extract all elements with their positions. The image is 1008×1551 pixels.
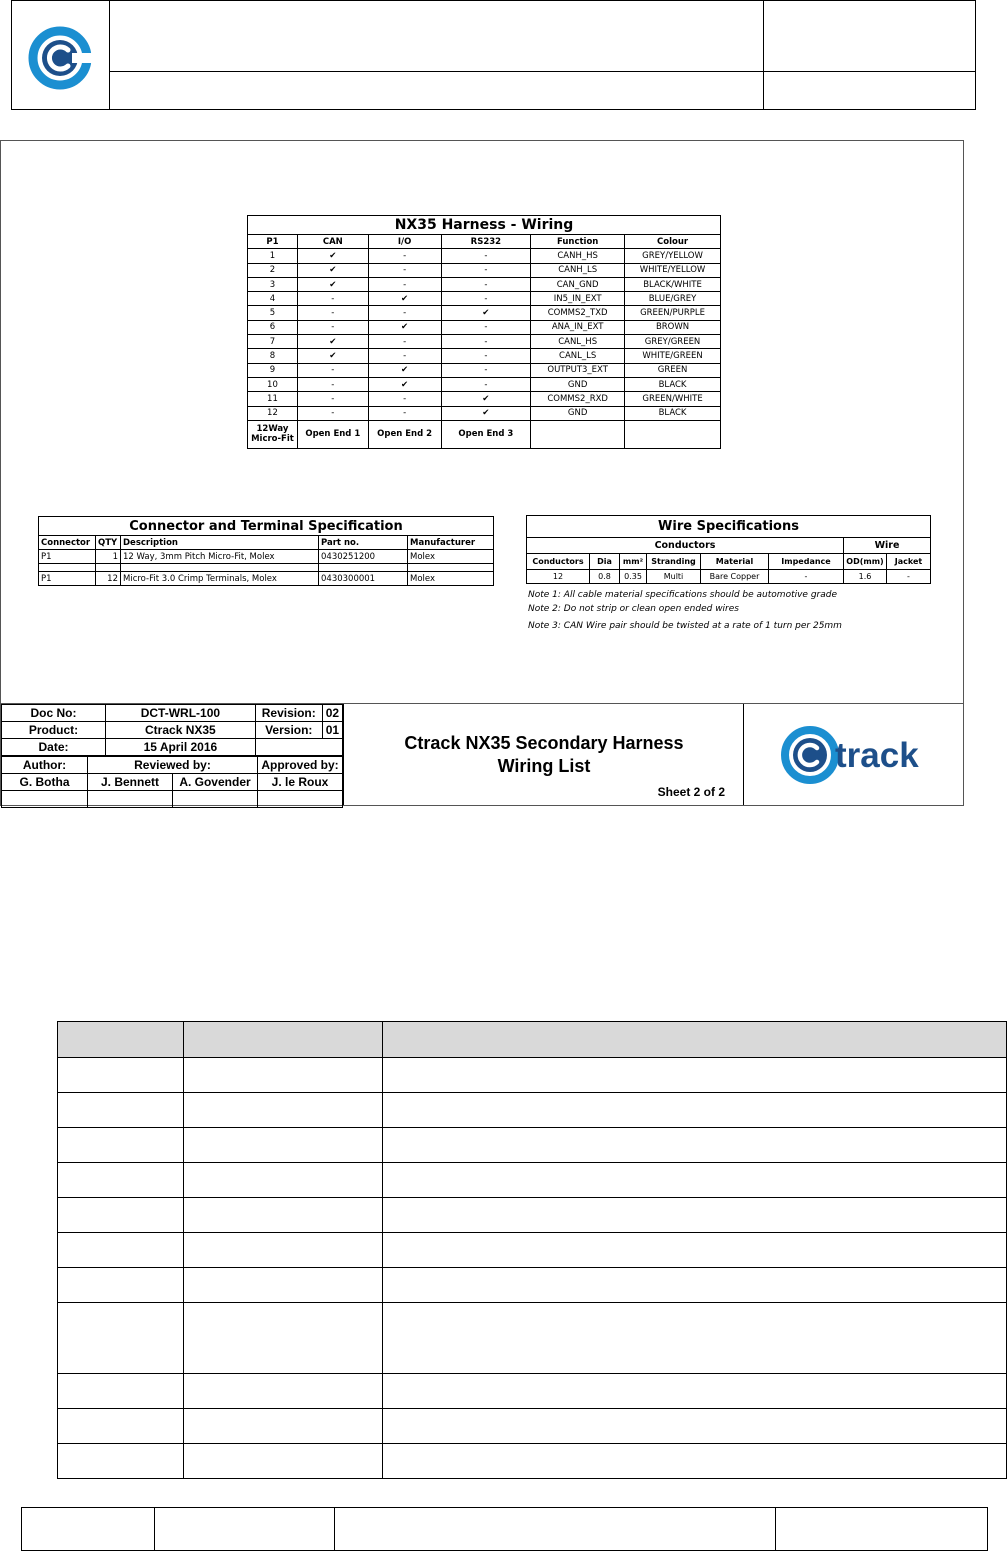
cell-p1: 6 bbox=[248, 320, 298, 334]
cell-p1: 3 bbox=[248, 277, 298, 291]
cell-p1: 8 bbox=[248, 349, 298, 363]
sheet-number: Sheet 2 of 2 bbox=[657, 785, 725, 799]
cell-colour: BROWN bbox=[625, 320, 721, 334]
table-row bbox=[39, 572, 494, 586]
open-end-2: Open End 2 bbox=[368, 420, 441, 448]
cell-qty: 12 bbox=[96, 572, 121, 586]
cell-io: - bbox=[368, 249, 441, 263]
cell-io: - bbox=[368, 392, 441, 406]
table-row bbox=[248, 292, 721, 306]
wire-spec-title: Wire Specifications bbox=[527, 516, 931, 538]
footer-cell bbox=[776, 1508, 988, 1551]
cell-p1: 4 bbox=[248, 292, 298, 306]
revision-label: Revision: bbox=[255, 705, 322, 722]
document-title bbox=[344, 732, 744, 778]
revision-value: 02 bbox=[322, 705, 342, 722]
cell-can: ✔ bbox=[297, 335, 368, 349]
footer-cell bbox=[155, 1508, 335, 1551]
product-value: Ctrack NX35 bbox=[106, 722, 256, 739]
signature-cell bbox=[2, 791, 88, 808]
cell-colour: WHITE/GREEN bbox=[625, 349, 721, 363]
cell-jacket: - bbox=[887, 570, 931, 584]
cell-can: ✔ bbox=[297, 277, 368, 291]
col-header-can: CAN bbox=[297, 235, 368, 249]
header-cell bbox=[58, 1022, 184, 1058]
cell-can: - bbox=[297, 406, 368, 420]
footer-empty-function bbox=[531, 420, 625, 448]
cell-rs232: - bbox=[441, 377, 531, 391]
col-header-rs232: RS232 bbox=[441, 235, 531, 249]
col-header-colour: Colour bbox=[625, 235, 721, 249]
cell-p1: 12 bbox=[248, 406, 298, 420]
cell-function: GND bbox=[531, 406, 625, 420]
table-row bbox=[248, 249, 721, 263]
table-row bbox=[248, 335, 721, 349]
cell-colour: GREY/YELLOW bbox=[625, 249, 721, 263]
cell-p1: 10 bbox=[248, 377, 298, 391]
cell-od: 1.6 bbox=[844, 570, 887, 584]
cell-description: 12 Way, 3mm Pitch Micro-Fit, Molex bbox=[121, 550, 319, 564]
cell-manufacturer: Molex bbox=[408, 550, 494, 564]
cell-io: ✔ bbox=[368, 292, 441, 306]
cell-can: ✔ bbox=[297, 249, 368, 263]
table-header-row bbox=[58, 1022, 1007, 1058]
cell-stranding: Multi bbox=[647, 570, 701, 584]
col-header-mm2: mm² bbox=[620, 554, 647, 570]
title-block-info bbox=[1, 704, 343, 805]
conductors-group-label: Conductors bbox=[527, 538, 844, 554]
reviewer-1-name: J. Bennett bbox=[88, 774, 173, 791]
cell-manufacturer: Molex bbox=[408, 572, 494, 586]
cell-colour: GREEN/PURPLE bbox=[625, 306, 721, 320]
col-header-impedance: Impedance bbox=[769, 554, 844, 570]
cell-function: GND bbox=[531, 377, 625, 391]
date-empty-cell bbox=[255, 739, 342, 756]
doc-no-value: DCT-WRL-100 bbox=[106, 705, 256, 722]
cell-p1: 9 bbox=[248, 363, 298, 377]
connector-spec-header-row bbox=[39, 536, 494, 550]
cell-io: ✔ bbox=[368, 377, 441, 391]
table-row bbox=[248, 406, 721, 420]
cell-description: Micro-Fit 3.0 Crimp Terminals, Molex bbox=[121, 572, 319, 586]
wire-spec-group-row bbox=[527, 538, 931, 554]
cell-rs232: - bbox=[441, 249, 531, 263]
cell-colour: BLUE/GREY bbox=[625, 292, 721, 306]
cell-can: - bbox=[297, 377, 368, 391]
cell-io: ✔ bbox=[368, 363, 441, 377]
cell-can: - bbox=[297, 292, 368, 306]
footer-cell bbox=[22, 1508, 155, 1551]
col-header-conductors: Conductors bbox=[527, 554, 590, 570]
table-row bbox=[248, 392, 721, 406]
cell-rs232: ✔ bbox=[441, 306, 531, 320]
document-title-line-1: Ctrack NX35 Secondary Harness bbox=[404, 733, 684, 753]
cell-p1: 7 bbox=[248, 335, 298, 349]
cell-p1: 1 bbox=[248, 249, 298, 263]
cell-rs232: ✔ bbox=[441, 406, 531, 420]
cell-io: - bbox=[368, 335, 441, 349]
cell-can: ✔ bbox=[297, 263, 368, 277]
cell-colour: WHITE/YELLOW bbox=[625, 263, 721, 277]
cell-conductors: 12 bbox=[527, 570, 590, 584]
reviewed-label: Reviewed by: bbox=[88, 757, 258, 774]
cell-can: ✔ bbox=[297, 349, 368, 363]
cell-rs232: - bbox=[441, 349, 531, 363]
table-row bbox=[248, 277, 721, 291]
cell-colour: GREEN/WHITE bbox=[625, 392, 721, 406]
cell-rs232: - bbox=[441, 363, 531, 377]
open-end-3: Open End 3 bbox=[441, 420, 531, 448]
cell-io: - bbox=[368, 277, 441, 291]
footer-empty-colour bbox=[625, 420, 721, 448]
spacer-row bbox=[39, 564, 494, 572]
logo-wordmark: track bbox=[835, 736, 919, 775]
signature-cell bbox=[258, 791, 343, 808]
cell-qty: 1 bbox=[96, 550, 121, 564]
table-row bbox=[58, 1268, 1007, 1303]
wiring-header-row bbox=[248, 235, 721, 249]
header-logo-cell bbox=[12, 1, 110, 109]
cell-can: - bbox=[297, 392, 368, 406]
col-header-qty: QTY bbox=[96, 536, 121, 550]
cell-function: CANH_LS bbox=[531, 263, 625, 277]
col-header-jacket: Jacket bbox=[887, 554, 931, 570]
wiring-table-title: NX35 Harness - Wiring bbox=[248, 216, 721, 235]
cell-io: - bbox=[368, 306, 441, 320]
revision-history-table bbox=[57, 1021, 1007, 1479]
date-label: Date: bbox=[2, 739, 106, 756]
cell-io: - bbox=[368, 263, 441, 277]
cell-function: CANH_HS bbox=[531, 249, 625, 263]
cell-connector: P1 bbox=[39, 572, 96, 586]
wire-note-3: Note 3: CAN Wire pair should be twisted at a rate of 1 turn per 25mm bbox=[528, 621, 842, 631]
ctrack-logo bbox=[744, 704, 963, 805]
cell-p1: 2 bbox=[248, 263, 298, 277]
connector-spec-table bbox=[38, 516, 494, 586]
cell-function: ANA_IN_EXT bbox=[531, 320, 625, 334]
wiring-table bbox=[247, 215, 721, 449]
table-row bbox=[58, 1444, 1007, 1479]
cell-connector: P1 bbox=[39, 550, 96, 564]
table-row bbox=[58, 1058, 1007, 1093]
col-header-manufacturer: Manufacturer bbox=[408, 536, 494, 550]
table-row bbox=[248, 377, 721, 391]
table-row bbox=[39, 550, 494, 564]
connector-type-line2: Micro-Fit bbox=[251, 434, 294, 445]
col-header-material: Material bbox=[701, 554, 769, 570]
cell-colour: BLACK bbox=[625, 377, 721, 391]
cell-colour: BLACK bbox=[625, 406, 721, 420]
author-label: Author: bbox=[2, 757, 88, 774]
date-value: 15 April 2016 bbox=[106, 739, 256, 756]
table-row bbox=[58, 1093, 1007, 1128]
table-row bbox=[248, 349, 721, 363]
cell-function: CAN_GND bbox=[531, 277, 625, 291]
open-end-1: Open End 1 bbox=[297, 420, 368, 448]
table-row bbox=[248, 263, 721, 277]
cell-function: CANL_LS bbox=[531, 349, 625, 363]
cell-mm2: 0.35 bbox=[620, 570, 647, 584]
table-row bbox=[58, 1128, 1007, 1163]
wire-note-1: Note 1: All cable material specifications should be automotive grade bbox=[528, 590, 838, 600]
ctrack-c-logo-icon bbox=[12, 1, 110, 109]
cell-can: - bbox=[297, 306, 368, 320]
cell-part-no: 0430300001 bbox=[319, 572, 408, 586]
signature-cell bbox=[173, 791, 258, 808]
page-footer bbox=[21, 1507, 988, 1551]
approver-name: J. le Roux bbox=[258, 774, 343, 791]
table-row bbox=[58, 1303, 1007, 1374]
col-header-od: OD(mm) bbox=[844, 554, 887, 570]
table-row bbox=[248, 306, 721, 320]
cell-material: Bare Copper bbox=[701, 570, 769, 584]
title-block-title bbox=[343, 704, 744, 805]
cell-function: COMMS2_TXD bbox=[531, 306, 625, 320]
cell-rs232: - bbox=[441, 335, 531, 349]
table-row bbox=[58, 1409, 1007, 1444]
connector-type-line1: 12Way bbox=[256, 424, 289, 435]
cell-can: - bbox=[297, 363, 368, 377]
table-row bbox=[58, 1198, 1007, 1233]
ctrack-logo-icon bbox=[744, 704, 963, 805]
wire-group-label: Wire bbox=[844, 538, 931, 554]
title-block bbox=[0, 703, 964, 806]
col-header-description: Description bbox=[121, 536, 319, 550]
footer-cell bbox=[335, 1508, 776, 1551]
cell-function: CANL_HS bbox=[531, 335, 625, 349]
cell-colour: BLACK/WHITE bbox=[625, 277, 721, 291]
cell-rs232: - bbox=[441, 277, 531, 291]
table-row bbox=[527, 570, 931, 584]
reviewer-2-name: A. Govender bbox=[173, 774, 258, 791]
cell-p1: 5 bbox=[248, 306, 298, 320]
wire-spec-header-row bbox=[527, 554, 931, 570]
doc-no-label: Doc No: bbox=[2, 705, 106, 722]
document-title-line-2: Wiring List bbox=[497, 756, 591, 776]
version-label: Version: bbox=[255, 722, 322, 739]
cell-rs232: - bbox=[441, 320, 531, 334]
header-cell bbox=[383, 1022, 1007, 1058]
connector-type-cell bbox=[248, 420, 298, 448]
cell-colour: GREY/GREEN bbox=[625, 335, 721, 349]
cell-rs232: - bbox=[441, 292, 531, 306]
wire-note-2: Note 2: Do not strip or clean open ended wires bbox=[528, 604, 739, 614]
cell-rs232: - bbox=[441, 263, 531, 277]
cell-p1: 11 bbox=[248, 392, 298, 406]
cell-dia: 0.8 bbox=[590, 570, 620, 584]
cell-function: COMMS2_RXD bbox=[531, 392, 625, 406]
version-value: 01 bbox=[322, 722, 342, 739]
wiring-footer-row bbox=[248, 420, 721, 448]
header-cell bbox=[184, 1022, 383, 1058]
col-header-part-no: Part no. bbox=[319, 536, 408, 550]
product-label: Product: bbox=[2, 722, 106, 739]
table-row bbox=[248, 363, 721, 377]
document-header bbox=[11, 0, 976, 110]
table-row bbox=[248, 320, 721, 334]
cell-function: IN5_IN_EXT bbox=[531, 292, 625, 306]
connector-spec-title: Connector and Terminal Specification bbox=[39, 517, 494, 536]
table-row bbox=[58, 1233, 1007, 1268]
author-name: G. Botha bbox=[2, 774, 88, 791]
cell-io: ✔ bbox=[368, 320, 441, 334]
cell-colour: GREEN bbox=[625, 363, 721, 377]
cell-can: - bbox=[297, 320, 368, 334]
cell-impedance: - bbox=[769, 570, 844, 584]
col-header-function: Function bbox=[531, 235, 625, 249]
col-header-connector: Connector bbox=[39, 536, 96, 550]
approved-label: Approved by: bbox=[258, 757, 343, 774]
col-header-stranding: Stranding bbox=[647, 554, 701, 570]
signature-cell bbox=[88, 791, 173, 808]
cell-part-no: 0430251200 bbox=[319, 550, 408, 564]
table-row bbox=[58, 1374, 1007, 1409]
wire-spec-table bbox=[526, 515, 931, 584]
cell-io: - bbox=[368, 406, 441, 420]
cell-io: - bbox=[368, 349, 441, 363]
cell-function: OUTPUT3_EXT bbox=[531, 363, 625, 377]
cell-rs232: ✔ bbox=[441, 392, 531, 406]
table-row bbox=[58, 1163, 1007, 1198]
col-header-p1: P1 bbox=[248, 235, 298, 249]
col-header-io: I/O bbox=[368, 235, 441, 249]
col-header-dia: Dia bbox=[590, 554, 620, 570]
